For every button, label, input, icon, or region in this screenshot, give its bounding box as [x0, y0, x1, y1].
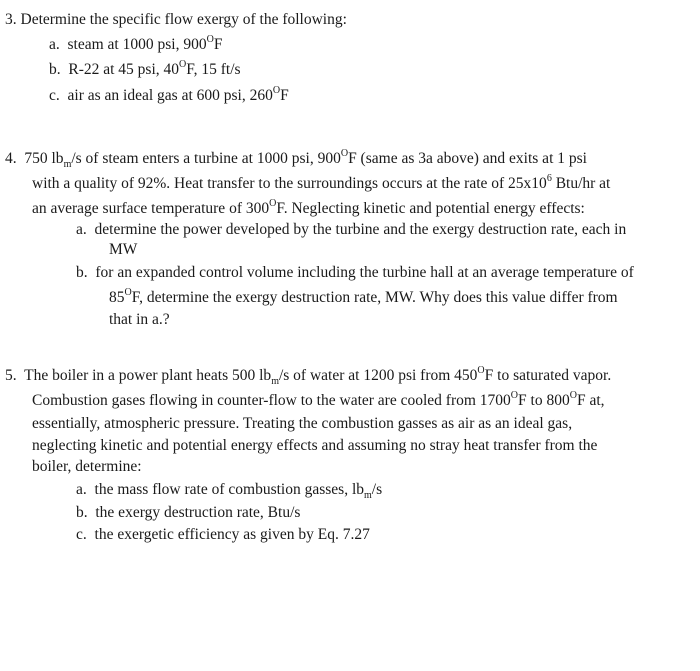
problem-5-line-5: boiler, determine: [32, 458, 142, 475]
part-letter: a. [76, 481, 87, 498]
problem-4-part-b-line-3: that in a.? [109, 311, 170, 328]
problem-5-line-2: Combustion gases flowing in counter-flow to the water are cooled from $1700^OF$ to $800^OF$ at, [32, 389, 605, 409]
part-letter: b. [76, 504, 88, 521]
part-text: R-22 at 45 psi, $40^OF$, 15 ft/s [68, 58, 241, 78]
problem-5-number: 5. [5, 367, 17, 384]
problem-4-part-a-line-2: MW [109, 241, 138, 258]
problem-5-line-3: essentially, atmospheric pressure. Treating the combustion gasses as air as an ideal gas, [32, 415, 573, 432]
problem-4-part-a-line-1: a. determine the power developed by the turbine and the exergy destruction rate, each in [76, 221, 627, 238]
problem-3-part-c [49, 86, 289, 106]
problem-3-part-b [49, 60, 241, 80]
problem-3-number: 3. [5, 11, 17, 28]
problem-4-line-3: an average surface temperature of $300^OF$. Neglecting kinetic and potential energy effects: [32, 197, 585, 217]
part-letter: c. [49, 87, 60, 104]
part-letter: a. [49, 36, 60, 53]
problem-5-part-c: c. the exergetic efficiency as given by Eq. 7.27 [76, 526, 370, 543]
problem-4-line-2: with a quality of 92%. Heat transfer to the surroundings occurs at the rate of $25x10^6$ Btu/hr at [32, 172, 611, 192]
problem-3-part-a [49, 35, 222, 55]
problem-5-line-1: 5. The boiler in a power plant heats 500 $lb_m/s$ of water at 1200 psi from $450^OF$ to saturated vapor. [5, 364, 612, 388]
problem-3-text: Determine the specific flow exergy of the following: [20, 11, 347, 28]
problem-5-part-b: b. the exergy destruction rate, Btu/s [76, 504, 301, 521]
problem-4-part-b-line-1: b. for an expanded control volume including the turbine hall at an average temperature of [76, 264, 634, 281]
problem-4-line-1: 4. 750 $lb_m/s$ of steam enters a turbine at 1000 psi, $900^OF$ (same as 3a above) and exits at 1 psi [5, 147, 587, 171]
part-text: steam at 1000 psi, $900^OF$ [67, 33, 223, 53]
part-text: air as an ideal gas at 600 psi, $260^OF$ [67, 84, 289, 104]
problem-5-line-4: neglecting kinetic and potential energy effects and assuming no stray heat transfer from the [32, 437, 598, 454]
part-letter: b. [49, 61, 61, 78]
problem-4-number: 4. [5, 150, 17, 167]
part-letter: b. [76, 264, 88, 281]
problem-3-intro [5, 10, 347, 30]
problem-4-part-b-line-2: $85^OF$, determine the exergy destruction rate, MW. Why does this value differ from [109, 286, 618, 306]
part-letter: a. [76, 221, 87, 238]
problem-5-part-a: a. the mass flow rate of combustion gasses, $lb_m/s$ [76, 481, 383, 502]
part-letter: c. [76, 526, 87, 543]
